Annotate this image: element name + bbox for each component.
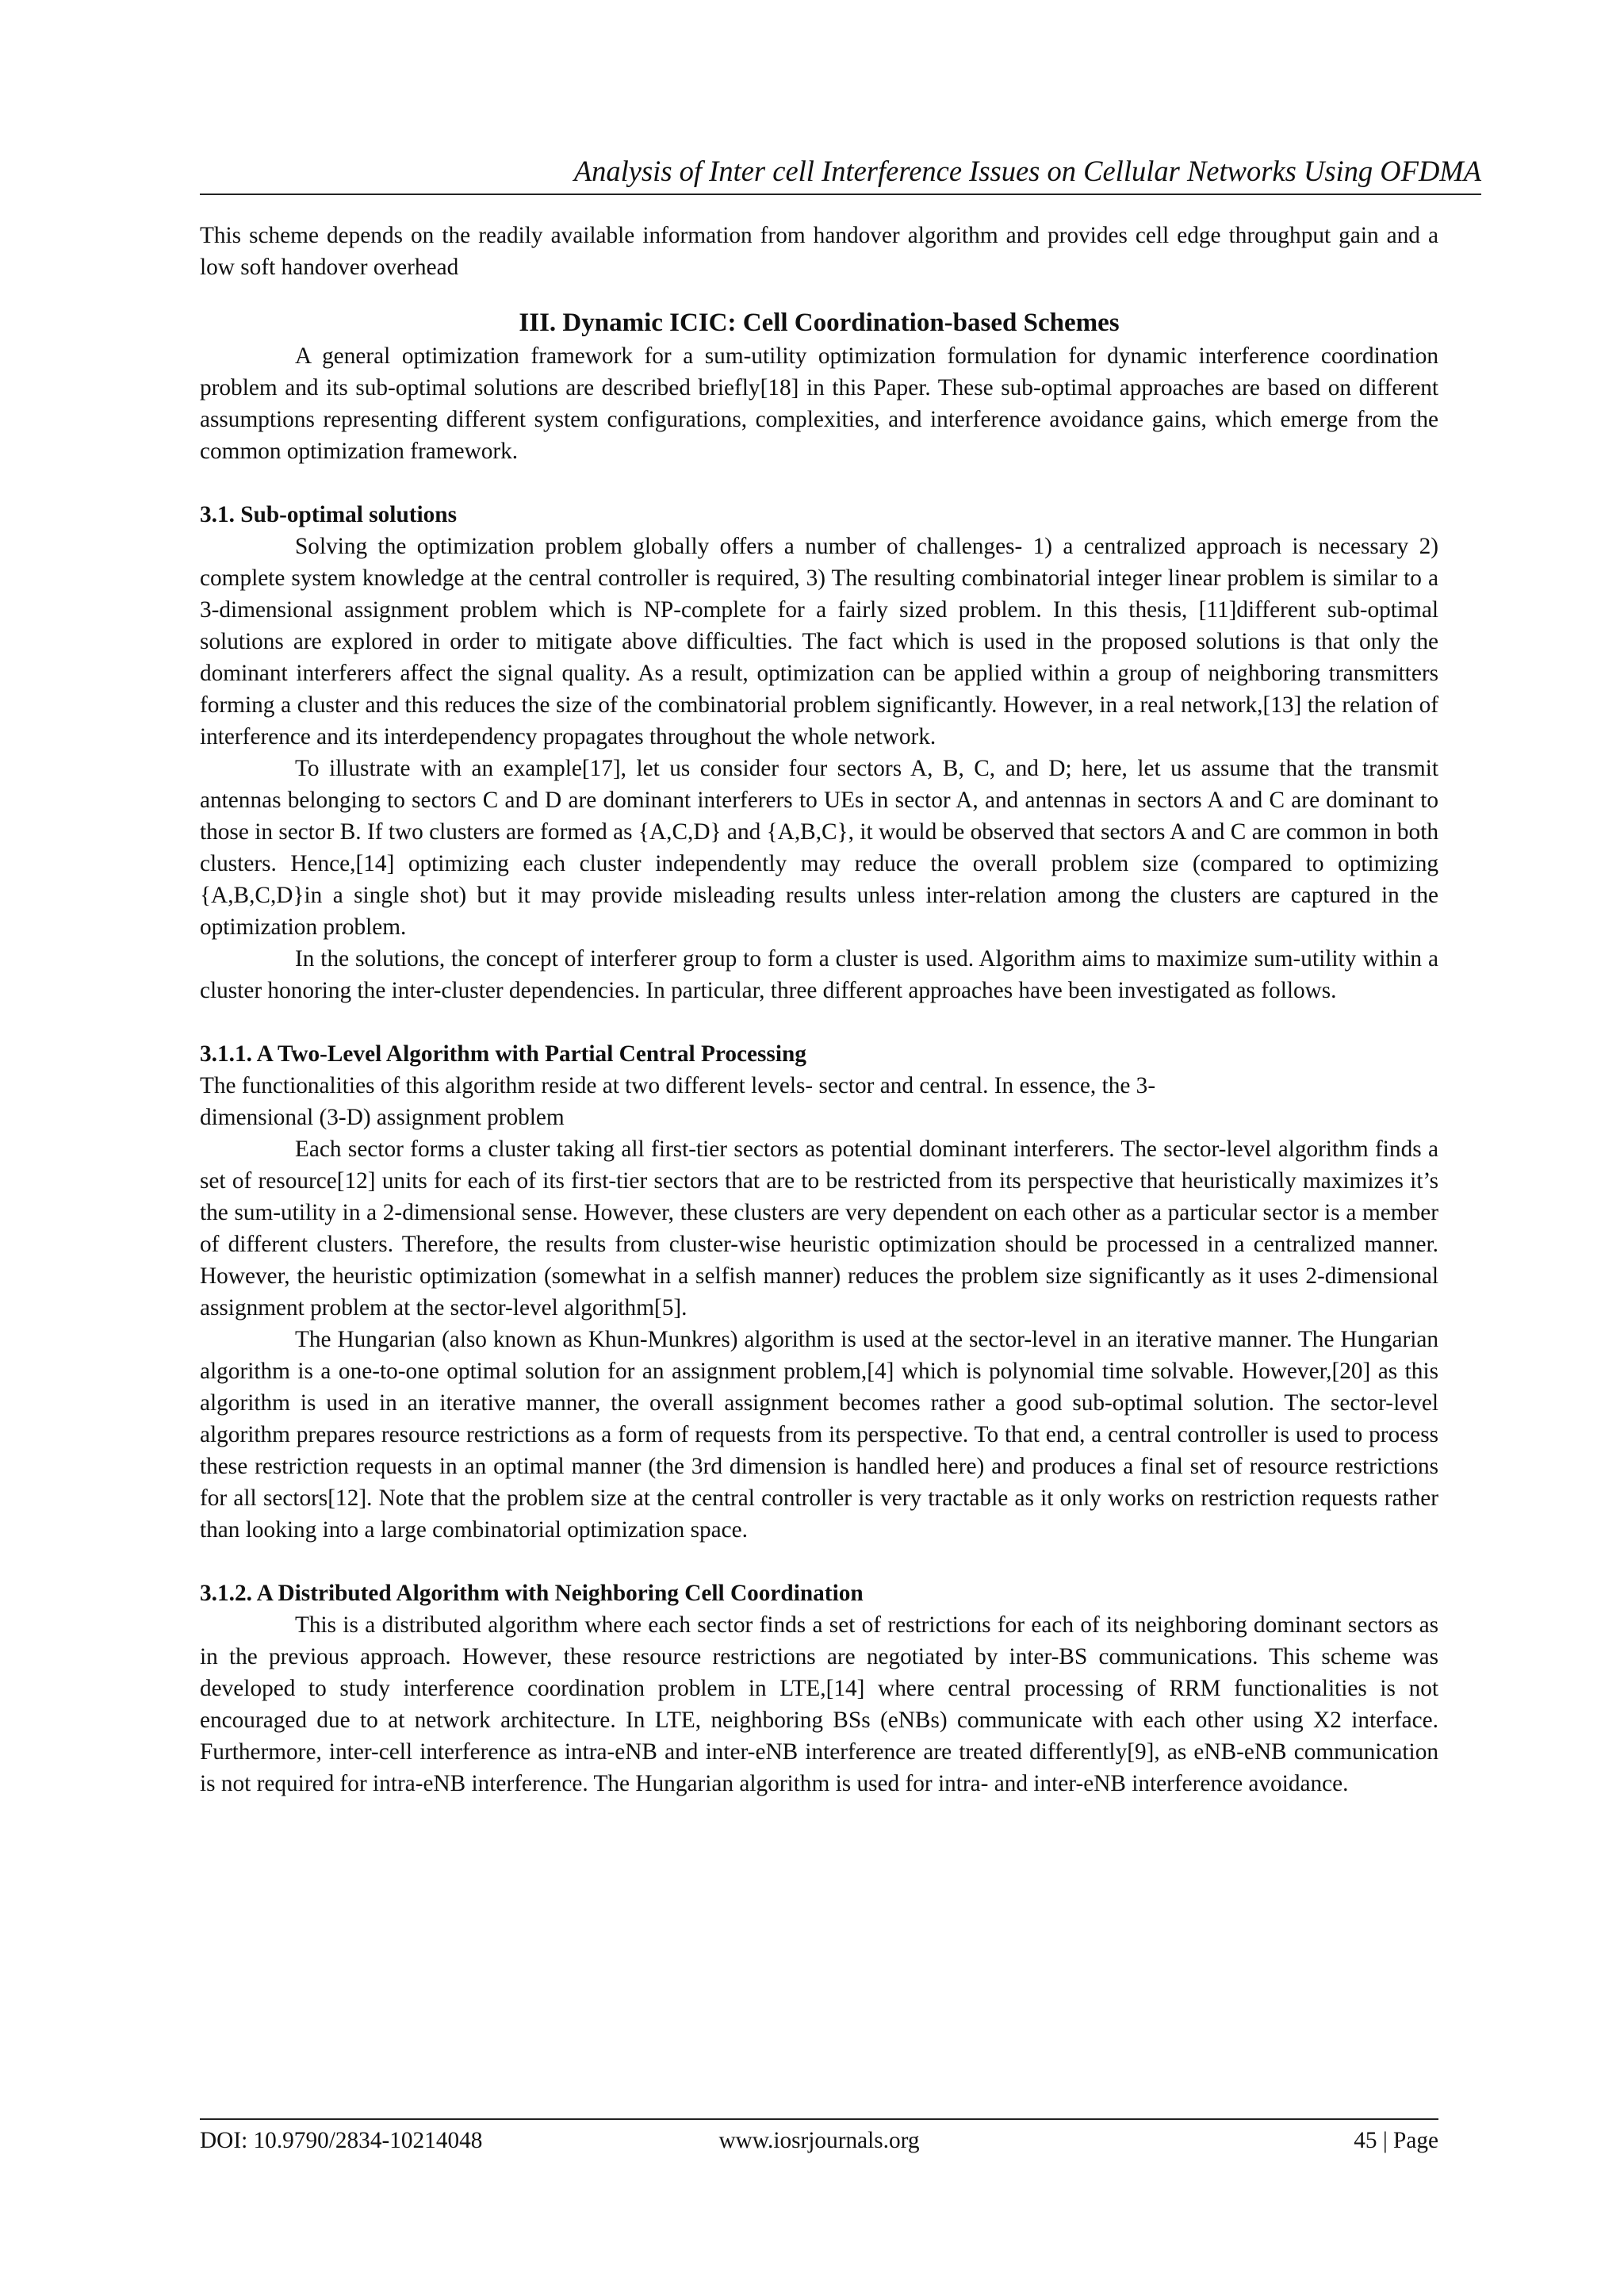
section-3-1-1-lead-line-2: dimensional (3-D) assignment problem: [200, 1105, 565, 1130]
footer-doi: DOI: 10.9790/2834-10214048: [200, 2128, 483, 2153]
section-3-paragraph: A general optimization framework for a sum-utility optimization formulation for dynamic interference coordination problem and its sub-optimal solutions are described briefly[18] in this Paper. These sub-optimal approaches are based on different assumptions representing different system configurations, complexities, and interference avoidance gains, which emerge from the common optimization framework.: [200, 343, 1438, 464]
section-3-1-2-paragraph: This is a distributed algorithm where each sector finds a set of restrictions for each of its neighboring dominant sectors as in the previous approach. However, these resource restrictions are negotiated by inter-BS communications. This scheme was developed to study interference coordination problem in LTE,[14] where central processing of RRM functionalities is not encouraged due to at network architecture. In LTE, neighboring BSs (eNBs) communicate with each other using X2 interface. Furthermore, inter-cell interference as intra-eNB and inter-eNB interference are treated differently[9], as eNB-eNB communication is not required for intra-eNB interference. The Hungarian algorithm is used for intra- and inter-eNB interference avoidance.: [200, 1612, 1438, 1796]
section-3-1-1-heading: 3.1.1. A Two-Level Algorithm with Partial Central Processing: [200, 1041, 806, 1067]
section-3-1-heading: 3.1. Sub-optimal solutions: [200, 502, 457, 527]
section-3-1-paragraph-3: In the solutions, the concept of interferer group to form a cluster is used. Algorithm aims to maximize sum-utility within a cluster honoring the inter-cluster dependencies. In particular, three different approaches have been investigated as follows.: [200, 946, 1438, 1003]
section-3-1-paragraph-1: Solving the optimization problem globally offers a number of challenges- 1) a centralized approach is necessary 2) complete system knowledge at the central controller is required, 3) The resulting combinatorial integer linear problem is similar to a 3-dimensional assignment problem which is NP-complete for a fairly sized problem. In this thesis, [11]different sub-optimal solutions are explored in order to mitigate above difficulties. The fact which is used in the proposed solutions is that only the dominant interferers affect the signal quality. As a result, optimization can be applied within a group of neighboring transmitters forming a cluster and this reduces the size of the combinatorial problem significantly. However, in a real network,[13] the relation of interference and its interdependency propagates throughout the whole network.: [200, 534, 1438, 749]
running-header: [200, 152, 1481, 195]
intro-paragraph: This scheme depends on the readily available information from handover algorithm and provides cell edge throughput gain and a low soft handover overhead: [200, 223, 1438, 280]
article-body: [200, 220, 1438, 1800]
section-3-1-2-heading: 3.1.2. A Distributed Algorithm with Neighboring Cell Coordination: [200, 1581, 864, 1606]
footer-page-number: 45 | Page: [1354, 2128, 1438, 2153]
section-3-heading: III. Dynamic ICIC: Cell Coordination-based Schemes: [519, 309, 1120, 337]
section-3-1-paragraph-2: To illustrate with an example[17], let us consider four sectors A, B, C, and D; here, let us assume that the transmit antennas belonging to sectors C and D are dominant interferers to UEs in sector A, and antennas in sectors A and C are dominant to those in sector B. If two clusters are formed as {A,C,D} and {A,B,C}, it would be observed that sectors A and C are common in both clusters. Hence,[14] optimizing each cluster independently may reduce the overall problem size (compared to optimizing {A,B,C,D}in a single shot) but it may provide misleading results unless inter-relation among the clusters are captured in the optimization problem.: [200, 756, 1438, 940]
section-3-1-1-paragraph-1: Each sector forms a cluster taking all first-tier sectors as potential dominant interferers. The sector-level algorithm finds a set of resource[12] units for each of its first-tier sectors that are to be restricted from its perspective that heuristically maximizes it’s the sum-utility in a 2-dimensional sense. However, these clusters are very dependent on each other as a particular sector is a member of different clusters. Therefore, the results from cluster-wise heuristic optimization should be processed in a centralized manner. However, the heuristic optimization (somewhat in a selfish manner) reduces the problem size significantly as it uses 2-dimensional assignment problem at the sector-level algorithm[5].: [200, 1137, 1438, 1320]
footer-website: www.iosrjournals.org: [718, 2128, 920, 2153]
section-3-1-1-paragraph-2: The Hungarian (also known as Khun-Munkres) algorithm is used at the sector-level in an iterative manner. The Hungarian algorithm is a one-to-one optimal solution for an assignment problem,[4] which is polynomial time solvable. However,[20] as this algorithm is used in an iterative manner, the overall assignment becomes rather a good sub-optimal solution. The sector-level algorithm prepares resource restrictions as a form of requests from its perspective. To that end, a central controller is used to process these restriction requests in an optimal manner (the 3rd dimension is handled here) and produces a final set of resource restrictions for all sectors[12]. Note that the problem size at the central controller is very tractable as it only works on restriction requests rather than looking into a large combinatorial optimization space.: [200, 1327, 1438, 1543]
page-footer: [200, 2118, 1438, 2153]
running-title: Analysis of Inter cell Interference Issues on Cellular Networks Using OFDMA: [573, 155, 1481, 187]
section-3-1-1-lead-line-1: The functionalities of this algorithm reside at two different levels- sector and central. In essence, the 3-: [200, 1073, 1156, 1098]
